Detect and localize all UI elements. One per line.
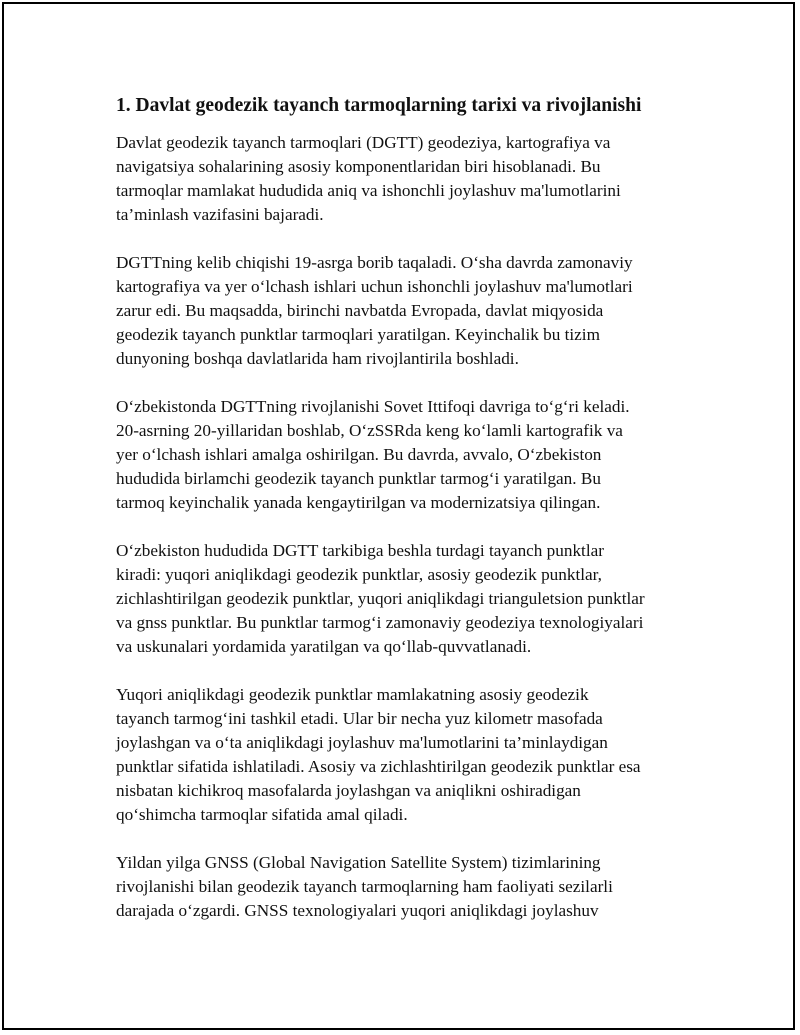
text-line: O‘zbekiston hududida DGTT tarkibiga beshla turdagi tayanch punktlar [116, 541, 604, 560]
text-line: geodezik tayanch punktlar tarmoqlari yaratilgan. Keyinchalik bu tizim [116, 325, 600, 344]
paragraph [116, 251, 706, 371]
text-line: Yuqori aniqlikdagi geodezik punktlar mamlakatning asosiy geodezik [116, 685, 589, 704]
text-line: tarmoqlar mamlakat hududida aniq va ishonchli joylashuv ma'lumotlarini [116, 181, 621, 200]
text-line: kiradi: yuqori aniqlikdagi geodezik punktlar, asosiy geodezik punktlar, [116, 565, 602, 584]
text-line: nisbatan kichikroq masofalarda joylashgan va aniqlikni oshiradigan [116, 781, 581, 800]
text-line: 20-asrning 20-yillaridan boshlab, O‘zSSRda keng ko‘lamli kartografik va [116, 421, 623, 440]
text-line: DGTTning kelib chiqishi 19-asrga borib taqaladi. O‘sha davrda zamonaviy [116, 253, 633, 272]
text-line: yer o‘lchash ishlari amalga oshirilgan. Bu davrda, avvalo, O‘zbekiston [116, 445, 602, 464]
paragraph [116, 539, 706, 659]
paragraph [116, 395, 706, 515]
text-line: va gnss punktlar. Bu punktlar tarmog‘i zamonaviy geodeziya texnologiyalari [116, 613, 644, 632]
text-line: kartografiya va yer o‘lchash ishlari uchun ishonchli joylashuv ma'lumotlari [116, 277, 633, 296]
text-line: O‘zbekistonda DGTTning rivojlanishi Sovet Ittifoqi davriga to‘g‘ri keladi. [116, 397, 630, 416]
text-line: ta’minlash vazifasini bajaradi. [116, 205, 324, 224]
text-line: Davlat geodezik tayanch tarmoqlari (DGTT) geodeziya, kartografiya va [116, 133, 611, 152]
text-line: va uskunalari yordamida yaratilgan va qo‘llab-quvvatlanadi. [116, 637, 532, 656]
text-line: tayanch tarmog‘ini tashkil etadi. Ular bir necha yuz kilometr masofada [116, 709, 603, 728]
text-line: darajada o‘zgardi. GNSS texnologiyalari yuqori aniqlikdagi joylashuv [116, 901, 599, 920]
paragraph [116, 683, 706, 827]
text-line: hududida birlamchi geodezik tayanch punktlar tarmog‘i yaratilgan. Bu [116, 469, 601, 488]
document-body [116, 93, 706, 947]
text-line: punktlar sifatida ishlatiladi. Asosiy va zichlashtirilgan geodezik punktlar esa [116, 757, 641, 776]
text-line: dunyoning boshqa davlatlarida ham rivojlantirila boshladi. [116, 349, 519, 368]
text-line: zichlashtirilgan geodezik punktlar, yuqori aniqlikdagi trianguletsion punktlar [116, 589, 645, 608]
paragraph [116, 131, 706, 227]
section-heading: 1. Davlat geodezik tayanch tarmoqlarning tarixi va rivojlanishi [116, 95, 642, 116]
text-line: rivojlanishi bilan geodezik tayanch tarmoqlarning ham faoliyati sezilarli [116, 877, 613, 896]
text-line: joylashgan va o‘ta aniqlikdagi joylashuv ma'lumotlarini ta’minlaydigan [116, 733, 608, 752]
paragraph [116, 851, 706, 923]
text-line: Yildan yilga GNSS (Global Navigation Satellite System) tizimlarining [116, 853, 601, 872]
text-line: navigatsiya sohalarining asosiy komponentlaridan biri hisoblanadi. Bu [116, 157, 601, 176]
text-line: qo‘shimcha tarmoqlar sifatida amal qiladi. [116, 805, 408, 824]
paragraph-list [116, 131, 706, 923]
text-line: zarur edi. Bu maqsadda, birinchi navbatda Evropada, davlat miqyosida [116, 301, 604, 320]
text-line: tarmoq keyinchalik yanada kengaytirilgan va modernizatsiya qilingan. [116, 493, 601, 512]
